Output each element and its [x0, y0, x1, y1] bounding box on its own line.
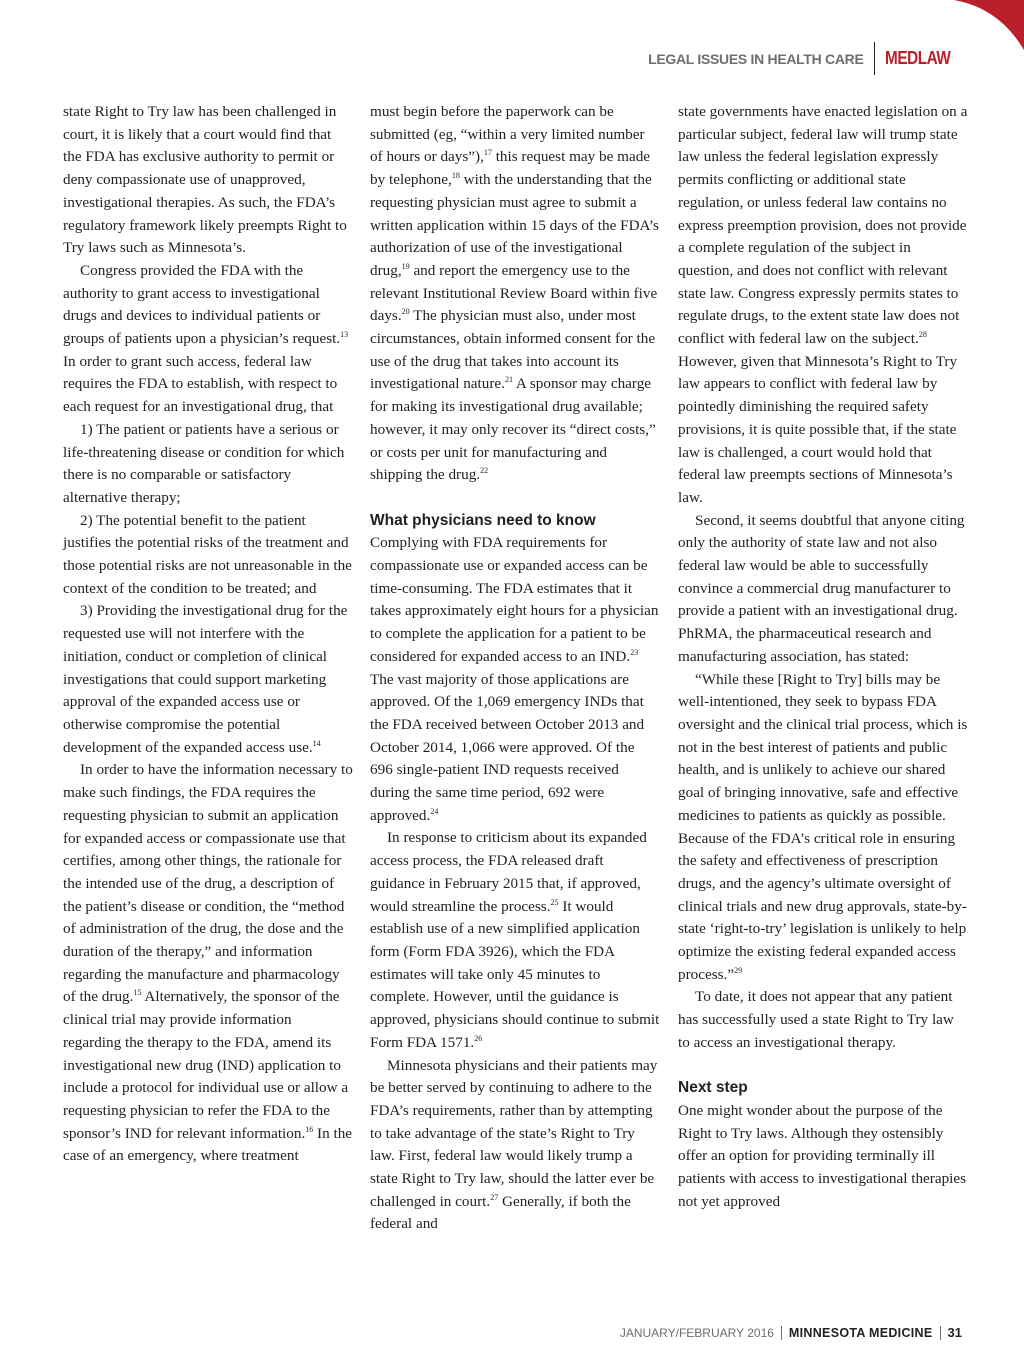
footnote-ref: 17 [483, 148, 492, 158]
page-number: 31 [947, 1325, 962, 1340]
footnote-ref: 23 [630, 647, 639, 657]
footnote-ref: 27 [490, 1192, 499, 1202]
footnote-ref: 28 [918, 330, 927, 340]
paragraph: Congress provided the FDA with the authority to grant access to investigational drugs and devices to individual patients or groups of patients upon a physician’s request.$^{13}$ In order to grant such access, federal law requires the FDA to establish, with respect to each request for an investigational drug, that [63, 261, 349, 416]
column-2 [370, 101, 660, 1236]
paragraph: One might wonder about the purpose of the Right to Try laws. Although they ostensibly offer an option for providing terminally ill patients with access to investigational therapies not yet approved [678, 1101, 967, 1210]
list-item: 1) The patient or patients have a serious or life-threatening disease or condition for which there is no comparable or satisfactory alternative therapy; [63, 420, 345, 506]
footnote-ref: 22 [480, 466, 489, 476]
footnote-ref: 26 [474, 1033, 483, 1043]
column-1 [63, 101, 353, 1168]
list-item: 3) Providing the investigational drug for the requested use will not interfere with the initiation, conduct or completion of clinical investigations that could support marketing approval of the expanded access use or otherwise compromise the potential development of the expanded access use.$^{14}$ [63, 602, 348, 756]
footnote-ref: 24 [430, 806, 439, 816]
footnote-ref: 25 [550, 897, 559, 907]
footnote-ref: 15 [133, 988, 142, 998]
footnote-ref: 29 [734, 965, 743, 975]
footnote-ref: 16 [305, 1124, 314, 1134]
footnote-ref: 18 [451, 171, 460, 181]
paragraph: In order to have the information necessary to make such findings, the FDA requires the requesting physician to submit an application for expanded access or compassionate use that certifies, among other things, the rationale for the intended use of the drug, a description of the patient’s disease or condition, the “method of administration of the drug, the dose and the duration of the therapy,” and information regarding the manufacture and pharmacology of the drug.$^{15}$ Alternatively, the sponsor of the clinical trial may provide information regarding the therapy to the FDA, amend its investigational new drug (IND) application to include a protocol for individual use or allow a requesting physician to refer the FDA to the sponsor’s IND for relevant information.$^{16}$ In the case of an emergency, where treatment [63, 761, 353, 1165]
block-quote: “While these [Right to Try] bills may be well-intentioned, they seek to bypass FDA oversight and the clinical trial process, which is not in the best interest of patients and public health, and is unlikely to achieve our shared goal of bringing innovative, safe and effective medicines to patients as quickly as possible. Because of the FDA’s critical role in ensuring the safety and effectiveness of prescription drugs, and the agency’s ultimate oversight of clinical trials and new drug approvals, state-by-state ‘right-to-try’ legislation is unlikely to help optimize the existing federal expanded access process.”$^{29}$ [678, 670, 968, 983]
header-divider [874, 42, 876, 75]
footer-divider [940, 1326, 941, 1340]
section-label: LEGAL ISSUES IN HEALTH CARE [648, 50, 864, 67]
footnote-ref: 14 [312, 738, 321, 748]
paragraph: In response to criticism about its expanded access process, the FDA released draft guidance in February 2015 that, if approved, would streamline the process.$^{25}$ It would establish use of a new simplified application form (Form FDA 3926), which the FDA estimates will take only 45 minutes to complete. However, until the guidance is approved, physicians should continue to submit Form FDA 1571.26 [370, 829, 660, 1051]
section-heading: What physicians need to know [370, 511, 596, 529]
column-3 [678, 101, 968, 1213]
paragraph: Complying with FDA requirements for compassionate use or expanded access can be time-consuming. The FDA estimates that it takes approximately eight hours for a physician to complete the application for a patient to be considered for expanded access to an IND.$^{23}$ The vast majority of those applications are approved. Of the 1,069 emergency INDs that the FDA received between October 2013 and October 2014, 1,066 were approved. Of the 696 single-patient IND requests received during the same time period, 692 were approved.$^{24}$ [370, 534, 659, 824]
paragraph: state Right to Try law has been challenged in court, it is likely that a court would find that the FDA has exclusive authority to permit or deny compassionate use of unapproved, investigational therapies. As such, the FDA’s regulatory framework likely preempts Right to Try laws such as Minnesota’s. [63, 103, 347, 257]
footnote-ref: 21 [504, 375, 513, 385]
footer-divider [781, 1326, 782, 1340]
paragraph: state governments have enacted legislation on a particular subject, federal law will trump state law unless the federal legislation expressly permits conflicting or additional state regulation, or unless federal law contains no express preemption provision, does not provide a complete regulation of the subject in question, and does not conflict with relevant state law. Congress expressly permits states to regulate drugs, to the extent state law does not conflict with federal law on the subject.$^{28}$ However, given that Minnesota’s Right to Try law appears to conflict with federal law by pointedly diminishing the required safety provisions, it is quite possible that, if the state law is challenged, a court would hold that federal law preempts sections of Minnesota’s law. [678, 103, 968, 506]
paragraph: Minnesota physicians and their patients may be better served by continuing to adhere to the FDA’s requirements, rather than by attempting to take advantage of the state’s Right to Try law. First, federal law would likely trump a state Right to Try law, should the latter ever be challenged in court.$^{27}$ Generally, if both the federal and [370, 1056, 658, 1233]
paragraph: must begin before the paperwork can be submitted (eg, “within a very limited number of hours or days”),$^{17}$ this request may be made by telephone,$^{18}$ with the understanding that the requesting physician must agree to submit a written application within 15 days of the FDA’s authorization of use of the investigational drug,$^{19}$ and report the emergency use to the relevant Institutional Review Board within five days.$^{20}$ The physician must also, under most circumstances, obtain informed consent for the use of the drug that takes into account its investigational nature.$^{21}$ A sponsor may charge for making its investigational drug available; however, it may only recover its “direct costs,” or costs per unit for manufacturing and shipping the drug.$^{22}$ [370, 103, 659, 484]
footnote-ref: 13 [340, 330, 349, 340]
journal-title: MINNESOTA MEDICINE [788, 1325, 933, 1340]
corner-decoration [954, 0, 1024, 50]
paragraph: To date, it does not appear that any patient has successfully used a state Right to Try law to access an investigational therapy. [678, 988, 954, 1051]
footnote-ref: 20 [401, 307, 410, 317]
running-header [648, 42, 962, 75]
list-item: 2) The potential benefit to the patient justifies the potential risks of the treatment and those potential risks are not unreasonable in the context of the condition to be treated; and [63, 511, 352, 597]
running-footer [620, 1325, 962, 1340]
medlaw-logo: MEDLAW [885, 48, 951, 68]
issue-date: JANUARY/FEBRUARY 2016 [619, 1325, 774, 1340]
section-heading: Next step [678, 1079, 748, 1097]
paragraph: Second, it seems doubtful that anyone citing only the authority of state law and not also federal law would be able to successfully convince a commercial drug manufacturer to provide a patient with an investigational drug. PhRMA, the pharmaceutical research and manufacturing association, has stated: [678, 511, 965, 665]
footnote-ref: 19 [401, 261, 410, 271]
